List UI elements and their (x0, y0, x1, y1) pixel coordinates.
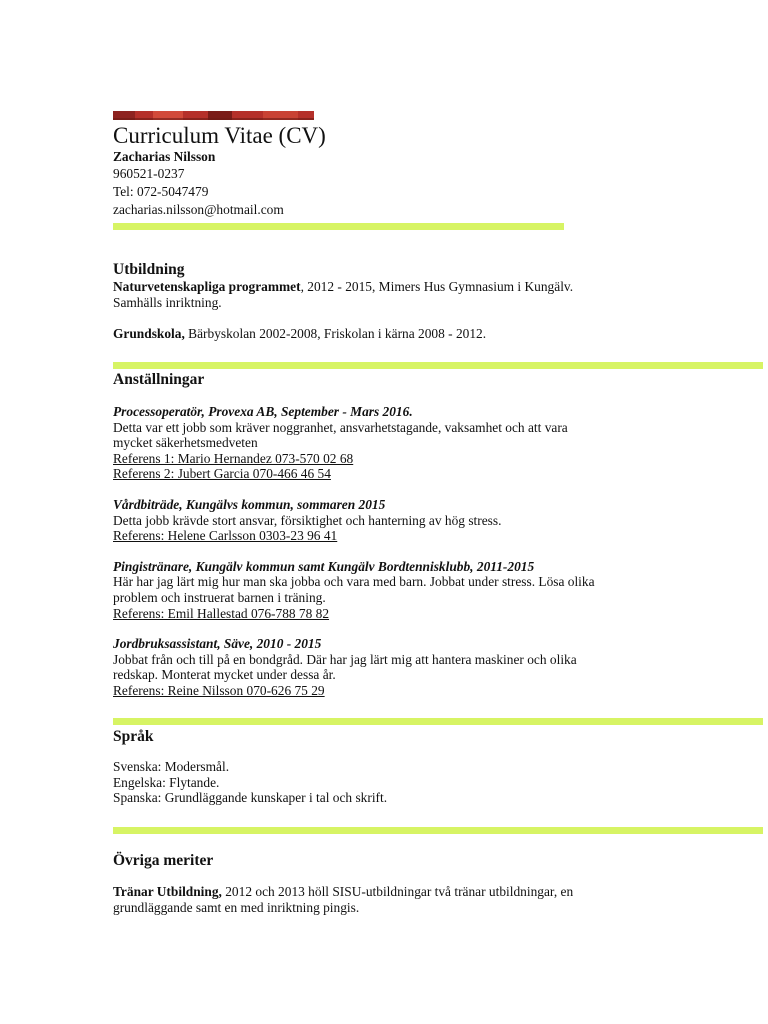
job-description: Detta var ett jobb som kräver noggranhet, ansvarhetstagande, vaksamhet och att vara (113, 419, 568, 435)
person-name: Zacharias Nilsson (113, 149, 216, 164)
other-merits-section (113, 852, 763, 915)
education-heading: Utbildning (113, 261, 185, 278)
reference-link[interactable]: Referens: Reine Nilsson 070-626 75 29 (113, 682, 325, 698)
employment-heading: Anställningar (113, 371, 205, 388)
education-item: Naturvetenskapliga programmet, 2012 - 2015, Mimers Hus Gymnasium i Kungälv. (113, 279, 574, 294)
language-item: Spanska: Grundläggande kunskaper i tal och skrift. (113, 790, 388, 806)
job-title: Jordbruksassistant, Säve, 2010 - 2015 (113, 636, 322, 652)
job-title: Pingistränare, Kungälv kommun samt Kungälv Bordtennisklubb, 2011-2015 (113, 558, 535, 574)
languages-heading: Språk (113, 728, 154, 745)
job-title: Processoperatör, Provexa AB, September - Mars 2016. (113, 404, 413, 419)
contact-block (113, 148, 284, 219)
job-description: redskap. Monterat mycket under dessa år. (113, 667, 336, 683)
email-address: zacharias.nilsson@hotmail.com (113, 202, 284, 217)
job-description: problem och instruerat barnen i träning. (113, 589, 326, 605)
job-entry (113, 497, 763, 544)
job-description: Här har jag lärt mig hur man ska jobba och vara med barn. Jobbat under stress. Lösa olika (113, 574, 595, 590)
job-entry (113, 559, 763, 621)
reference-link[interactable]: Referens: Helene Carlsson 0303-23 96 41 (113, 528, 338, 544)
language-item: Engelska: Flytande. (113, 774, 220, 790)
education-item-detail: Samhälls inriktning. (113, 294, 222, 310)
personal-number: 960521-0237 (113, 166, 185, 181)
education-item: Grundskola, Bärbyskolan 2002-2008, Friskolan i kärna 2008 - 2012. (113, 326, 487, 342)
phone-number: Tel: 072-5047479 (113, 184, 209, 199)
other-merits-heading: Övriga meriter (113, 852, 214, 869)
divider-bar (113, 827, 763, 834)
reference-link[interactable]: Referens 1: Mario Hernandez 073-570 02 68 (113, 450, 354, 466)
job-description: mycket säkerhetsmedveten (113, 435, 258, 451)
profile-photo (113, 111, 314, 120)
document-title: Curriculum Vitae (CV) (113, 123, 326, 148)
job-description: Detta jobb krävde stort ansvar, försiktighet och hanterning av hög stress. (113, 512, 502, 528)
education-section (113, 261, 763, 342)
language-item: Svenska: Modersmål. (113, 759, 230, 774)
job-entry (113, 404, 763, 482)
job-entry (113, 636, 763, 698)
divider-bar (113, 362, 763, 369)
divider-bar (113, 223, 564, 230)
job-title: Vårdbiträde, Kungälvs kommun, sommaren 2015 (113, 496, 386, 512)
reference-link[interactable]: Referens: Emil Hallestad 076-788 78 82 (113, 605, 330, 621)
merit-item-detail: grundläggande samt en med inriktning pingis. (113, 899, 360, 915)
divider-bar (113, 718, 763, 725)
job-description: Jobbat från och till på en bondgråd. Där har jag lärt mig att hantera maskiner och olika (113, 651, 577, 667)
employment-section (113, 371, 763, 699)
reference-link[interactable]: Referens 2: Jubert Garcia 070-466 46 54 (113, 466, 331, 482)
languages-section (113, 728, 763, 806)
merit-item: Tränar Utbildning, 2012 och 2013 höll SISU-utbildningar två tränar utbildningar, en (113, 884, 574, 899)
